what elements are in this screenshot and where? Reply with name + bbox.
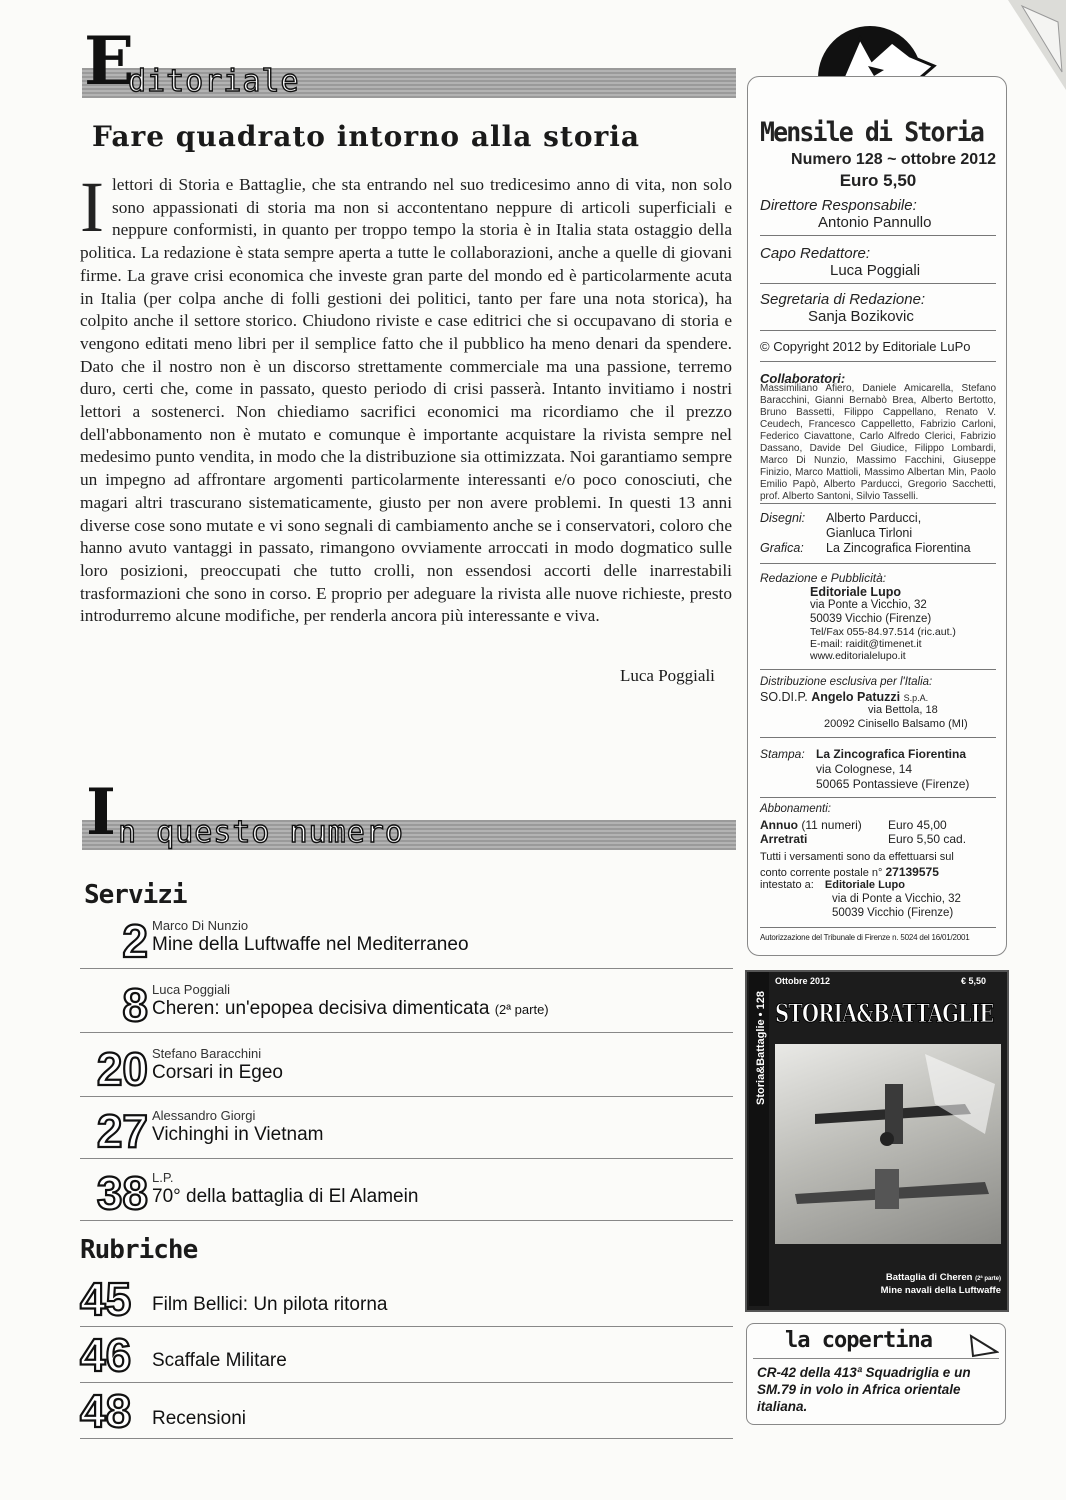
copyright: © Copyright 2012 by Editoriale LuPo (760, 339, 971, 354)
page-curl-decoration (1008, 0, 1066, 90)
arretrati-label: Arretrati (760, 832, 808, 846)
intestato-addr1: via di Ponte a Vicchio, 32 (832, 893, 961, 905)
disegni-label: Disegni: (760, 511, 806, 525)
index-row[interactable] (80, 976, 733, 1033)
redazione-addr2: 50039 Vicchio (Firenze) (810, 613, 932, 625)
cover-spine-text: Storia&Battaglie • 128 (755, 991, 767, 1105)
editorial-header-text: ditoriale (128, 64, 300, 99)
article-title: Mine della Luftwaffe nel Mediterraneo (152, 934, 469, 955)
article-title (152, 998, 549, 1020)
magazine-title: Mensile di Storia (760, 117, 983, 148)
distrib-prefix: SO.DI.P. (760, 690, 808, 704)
conto-number: 27139575 (885, 865, 939, 879)
cover-card-title: la copertina (785, 1328, 932, 1353)
cover-spine (749, 972, 769, 1306)
article-author: Luca Poggiali (152, 982, 231, 997)
index-row[interactable] (80, 1326, 733, 1383)
issue-number: Numero 128 ~ ottobre 2012 (791, 151, 996, 168)
index-row[interactable] (80, 912, 733, 969)
divider (760, 330, 996, 331)
cover-caption-1 (841, 1272, 1001, 1283)
divider (760, 927, 996, 928)
stampa-addr1: via Colognese, 14 (816, 762, 913, 776)
cover-price: € 5,50 (961, 976, 987, 986)
editorial-drop-letter: E (84, 22, 135, 100)
intestato-label: intestato a: (760, 879, 814, 891)
intestato-line (760, 879, 996, 891)
annuo-note: (11 numeri) (801, 818, 862, 832)
distrib-addr2: 20092 Cinisello Balsamo (MI) (824, 718, 968, 730)
redazione-addr1: via Ponte a Vicchio, 32 (810, 599, 927, 611)
page-number: 45 (80, 1273, 132, 1325)
cover-map (775, 1044, 1001, 1244)
page-number: 46 (80, 1329, 132, 1381)
versamenti-2: conto corrente postale n° (760, 867, 883, 879)
autorizzazione: Autorizzazione del Tribunale di Firenze n. 5024 del 16/01/2001 (760, 933, 970, 942)
editorial-dropcap: I (80, 167, 104, 247)
disegni-1: Alberto Parducci, (826, 511, 922, 525)
page-number: 20 (96, 1043, 148, 1095)
grafica-label: Grafica: (760, 541, 804, 555)
collab-label: Collaboratori: (760, 371, 846, 386)
cover-card-text: CR-42 della 413ª Squadriglia e un SM.79 in volo in Africa orientale italiana. (757, 1365, 971, 1414)
intestato-name: Editoriale Lupo (824, 879, 905, 891)
redazione-email: E-mail: raidit@timenet.it (810, 638, 922, 650)
cover-caption-card (746, 1323, 1006, 1425)
article-title: Corsari in Egeo (152, 1062, 283, 1083)
stampa-name: La Zincografica Fiorentina (816, 747, 967, 761)
article-title: 70° della battaglia di El Alamein (152, 1186, 419, 1207)
redazione-label: Redazione e Pubblicità: (760, 571, 887, 585)
article-title: Film Bellici: Un pilota ritorna (152, 1294, 388, 1315)
article-author: Marco Di Nunzio (152, 918, 249, 933)
stampa-addr2: 50065 Pontassieve (Firenze) (816, 777, 970, 791)
abbon-label: Abbonamenti: (760, 803, 831, 815)
arrow-icon (969, 1334, 999, 1358)
rubriche-title: Rubriche (80, 1235, 198, 1265)
index-row[interactable] (80, 1102, 733, 1159)
page-number: 27 (96, 1105, 148, 1157)
cover-caption-1-text: Battaglia di Cheren (885, 1272, 973, 1283)
intestato-addr2: 50039 Vicchio (Firenze) (832, 907, 954, 919)
capo-label: Capo Redattore: (760, 245, 871, 262)
cover-image (745, 970, 1009, 1312)
distrib-line (760, 690, 996, 704)
servizi-title: Servizi (84, 880, 187, 910)
article-title: Recensioni (152, 1408, 246, 1429)
versamenti-1: Tutti i versamenti sono da effettuarsi sul (760, 851, 954, 863)
index-row[interactable] (80, 1270, 733, 1327)
cover-logo: STORIA&BATTAGLIE (775, 999, 994, 1028)
collab-list: Massimiliano Afiero, Daniele Amicarella, Stefano Baracchini, Gianni Bernabò Brea, Alberto Bertotto, Bruno Bassetti, Filippo Cappellano, Renato V. Ceudech, Francesco Cappelletto, Fabrizio Carloni, Federico Ciavattone, Carlo Alfredo Clerici, Fabrizio Dassano, Davide Del Giudice, Filippo Lombardi, Marco Di Nunzio, Massimo Facchini, Giuseppe Finizio, Marco Mattioli, Massimo Albertan Min, Paolo Emilio Papò, Alberto Parducci, Gregorio Sacchetti, prof. Alberto Santoni, Silvio Tasselli. (760, 383, 996, 502)
editorial-title: Fare quadrato intorno alla storia (92, 120, 641, 153)
versamenti-line2 (760, 865, 996, 879)
article-author: Alessandro Giorgi (152, 1108, 256, 1123)
segreteria-label: Segretaria di Redazione: (760, 291, 926, 308)
divider (760, 669, 996, 670)
article-author: L.P. (152, 1170, 174, 1185)
cover-date: Ottobre 2012 (775, 976, 831, 986)
arretrati-price: Euro 5,50 cad. (888, 832, 967, 846)
index-header-text: n questo numero (118, 815, 404, 850)
editorial-body (80, 167, 732, 628)
article-author: Stefano Baracchini (152, 1046, 262, 1061)
divider (760, 283, 996, 284)
annuo-price: Euro 45,00 (888, 818, 947, 832)
grafica-name: La Zincografica Fiorentina (826, 541, 971, 555)
annuo-label: Annuo (760, 818, 798, 832)
issue-price: Euro 5,50 (839, 171, 917, 190)
cover-caption-1-note: (2ª parte) (975, 1276, 1001, 1282)
index-drop-letter: I (86, 775, 116, 850)
distrib-addr1: via Bettola, 18 (868, 704, 938, 716)
index-row[interactable] (80, 1382, 733, 1439)
segreteria-name: Sanja Bozikovic (808, 308, 914, 325)
editorial-text: lettori di Storia e Battaglie, che sta entrando nel suo tredicesimo anno di vita, non solo sono appassionati di storia ma non si accontentano neppure di articoli superficiali e neppure conformisti, in quanto per troppo tempo la storia è in Italia stata ostaggio della politica. La redazione è stata sempre aperta a tutte le collaborazioni, anche a quelle di giovani firme. La grave crisi economica che investe gran parte del mondo ed è particolarmente acuta in Italia (per colpa anche di folli gestioni dei politici, tanto per fare una nota storica), ha colpito anche il settore storico. Chiudono riviste e case editrici che si occupavano di storia e vengono editati meno libri per il semplice fatto che il pubblico ha meno denari da spendere. Dato che il nostro non è un discorso strettamente commerciale ma una passione, terremo duro, certi che, come in passato, questo periodo di crisi passerà. Intanto invitiamo i nostri lettori a sostenerci. Non chiediamo sacrifici economici ma ricordiamo che il prezzo dell'abbonamento non è mutato e comunque è importante acquistare la rivista sempre nel medesimo punto vendita, in modo che la distribuzione sia ottimizzata. Noi garantiamo sempre un impegno ad affrontare argomenti particolarmente interessanti e/o poco conosciuti, che magari altri trascurano sistematicamente, giusto per non avere problemi. In questi 13 anni diverse cose sono mutate e vi sono segnali di cambiamento anche se i conservatori, coloro che hanno avuto vantaggi in passato, rimangono ovviamente arroccati in modo dogmatico sulle loro posizioni, preoccupati che tutto crolli, non essendosi accorti delle inarrestabili trasformazioni che sono in corso. E proprio per adeguare la rivista alle nuove richieste, presto introdurremo alcune modifiche, per renderla ancora più interessante e viva. (80, 175, 732, 626)
capo-name: Luca Poggiali (830, 262, 921, 279)
stampa-label: Stampa: (760, 747, 805, 761)
masthead-panel (747, 76, 1007, 956)
article-title-text: Cheren: un'epopea decisiva dimenticata (152, 998, 490, 1019)
article-title: Vichinghi in Vietnam (152, 1124, 324, 1145)
distrib-suffix: S.p.A. (903, 693, 929, 703)
page-number: 2 (122, 915, 148, 967)
redazione-tel: Tel/Fax 055-84.97.514 (ric.aut.) (810, 626, 956, 638)
page-number: 38 (96, 1167, 148, 1219)
distrib-name: Angelo Patuzzi (811, 690, 901, 704)
divider (760, 737, 996, 738)
page-number: 8 (122, 979, 148, 1031)
divider (753, 1358, 999, 1359)
redazione-name: Editoriale Lupo (810, 585, 901, 599)
distrib-label: Distribuzione esclusiva per l'Italia: (760, 676, 933, 688)
divider (760, 503, 996, 504)
disegni-2: Gianluca Tirloni (826, 526, 913, 540)
cover-caption-2: Mine navali della Luftwaffe (880, 1285, 1001, 1296)
direttore-name: Antonio Pannullo (818, 214, 932, 231)
airplanes-icon (775, 1044, 1001, 1244)
divider (760, 235, 996, 236)
page-number: 48 (80, 1385, 132, 1437)
divider (760, 563, 996, 564)
direttore-label: Direttore Responsabile: (760, 197, 917, 214)
divider (760, 361, 996, 362)
divider (760, 797, 996, 798)
article-title: Scaffale Militare (152, 1350, 287, 1371)
index-row[interactable] (80, 1164, 733, 1221)
index-row[interactable] (80, 1040, 733, 1097)
editorial-signature: Luca Poggiali (620, 666, 715, 685)
redazione-web: www.editorialelupo.it (810, 650, 906, 662)
article-title-note: (2ª parte) (494, 1002, 549, 1017)
